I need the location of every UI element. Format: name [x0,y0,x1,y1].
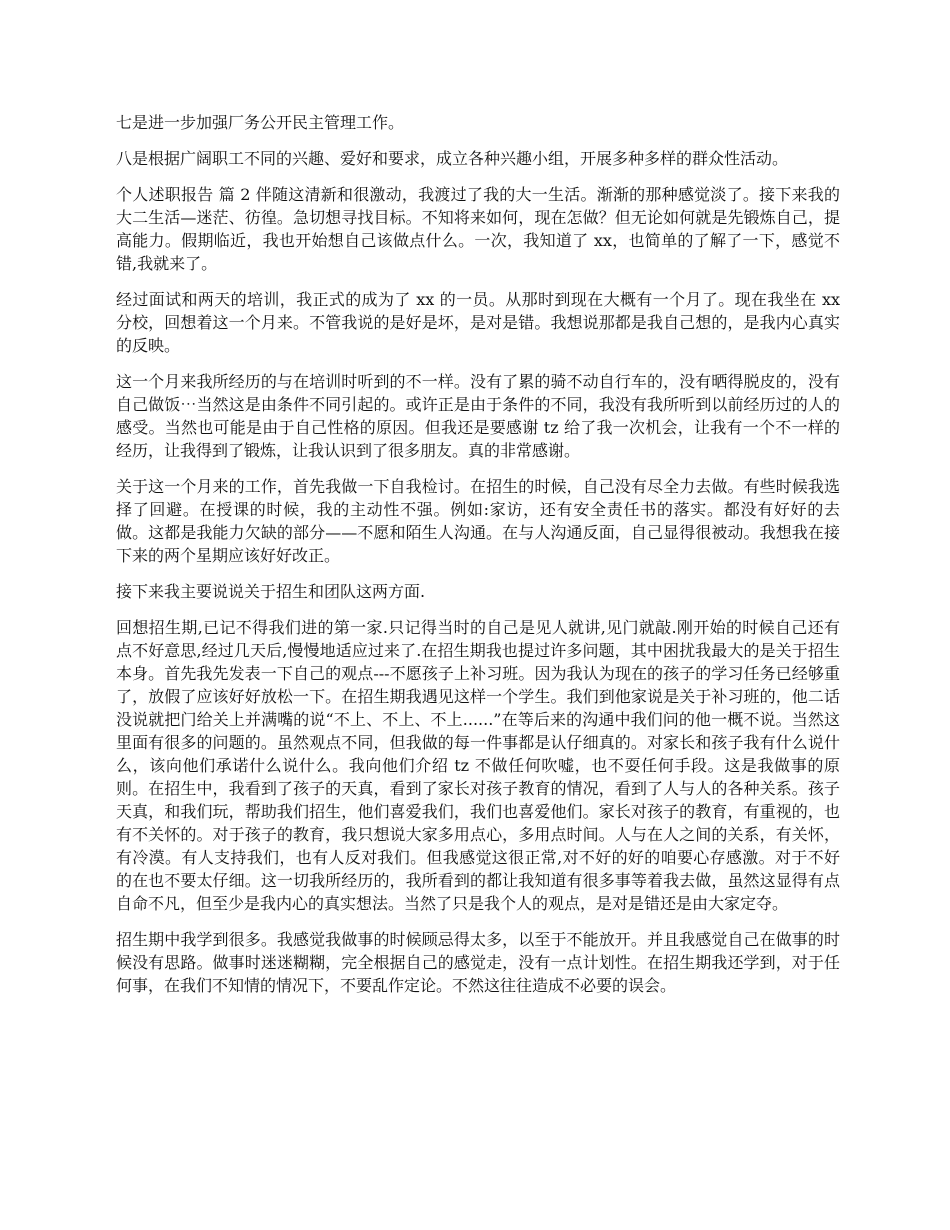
paragraph-item-7: 七是进一步加强厂务公开民主管理工作。 [116,113,405,132]
paragraph-item-8: 八是根据广阔职工不同的兴趣、爱好和要求，成立各种兴趣小组，开展多种多样的群众性活动。 [116,149,789,168]
paragraph-enrollment-recall: 回想招生期,已记不得我们进的第一家.只记得当时的自己是见人就讲,见门就敲.刚开始的时候自己还有点不好意思,经过几天后,慢慢地适应过来了.在招生期我也提过许多问题，其中困扰我最大的是关于招生本身。首先我先发表一下自己的观点---不愿孩子上补习班。因为我认为现在的孩子的学习任务已经够重了，放假了应该好好放松一下。在招生期我遇见这样一个学生。我们到他家说是关于补习班的，他二话没说就把门给关上并满嘴的说“不上、不上、不上......”在等后来的沟通中我们问的他一概不说。当然这里面有很多的问题的。虽然观点不同，但我做的每一件事都是认仔细真的。对家长和孩子我有什么说什么，该向他们承诺什么说什么。我向他们介绍 tz 不做任何吹嘘，也不耍任何手段。这是我做事的原则。在招生中，我看到了孩子的天真，看到了家长对孩子教育的情况，看到了人与人的各种关系。孩子天真，和我们玩，帮助我们招生，他们喜爱我们，我们也喜爱他们。家长对孩子的教育，有重视的，也有不关怀的。对于孩子的教育，我只想说大家多用点心，多用点时间。人与在人之间的关系，有关怀，有冷漠。有人支持我们，也有人反对我们。但我感觉这很正常,对不好的好的咱要心存感激。对于不好的在也不要太仔细。这一切我所经历的，我所看到的都让我知道有很多事等着我去做，虽然这显得有点自命不凡，但至少是我内心的真实想法。当然了只是我个人的观点，是对是错还是由大家定夺。 [116,618,840,913]
paragraph-topics: 接下来我主要说说关于招生和团队这两方面. [116,582,426,601]
document-body [116,111,840,1010]
paragraph-joining: 经过面试和两天的培训，我正式的成为了 xx 的一员。从那时到现在大概有一个月了。现在我坐在 xx 分校，回想着这一个月来。不管我说的是好是坏，是对是错。我想说那都是我自己想的，是我内心真实的反映。 [116,290,840,355]
paragraph-experience: 这一个月来我所经历的与在培训时听到的不一样。没有了累的骑不动自行车的，没有晒得脱皮的，没有自己做饭⋯当然这是由条件不同引起的。或许正是由于条件的不同，我没有我所听到以前经历过的人的感受。当然也可能是由于自己性格的原因。但我还是要感谢 tz 给了我一次机会，让我有一个不一样的经历，让我得到了锻炼，让我认识到了很多朋友。真的非常感谢。 [116,372,840,460]
paragraph-self-review: 关于这一个月来的工作，首先我做一下自我检讨。在招生的时候，自己没有尽全力去做。有些时候我选择了回避。在授课的时候，我的主动性不强。例如:家访，还有安全责任书的落实。都没有好好的去做。这都是我能力欠缺的部分——不愿和陌生人沟通。在与人沟通反面，自己显得很被动。我想我在接下来的两个星期应该好好改正。 [116,477,840,565]
paragraph-report-intro: 个人述职报告 篇 2 伴随这清新和很激动，我渡过了我的大一生活。渐渐的那种感觉淡了。接下来我的大二生活—迷茫、彷徨。急切想寻找目标。不知将来如何，现在怎做？但无论如何就是先锻炼自己，提高能力。假期临近，我也开始想自己该做点什么。一次，我知道了 xx，也简单的了解了一下，感觉不错,我就来了。 [116,185,840,273]
paragraph-lessons: 招生期中我学到很多。我感觉我做事的时候顾忌得太多，以至于不能放开。并且我感觉自己在做事的时候没有思路。做事时迷迷糊糊，完全根据自己的感觉走，没有一点计划性。在招生期我还学到，对于任何事，在我们不知情的情况下，不要乱作定论。不然这往往造成不必要的误会。 [116,930,840,995]
